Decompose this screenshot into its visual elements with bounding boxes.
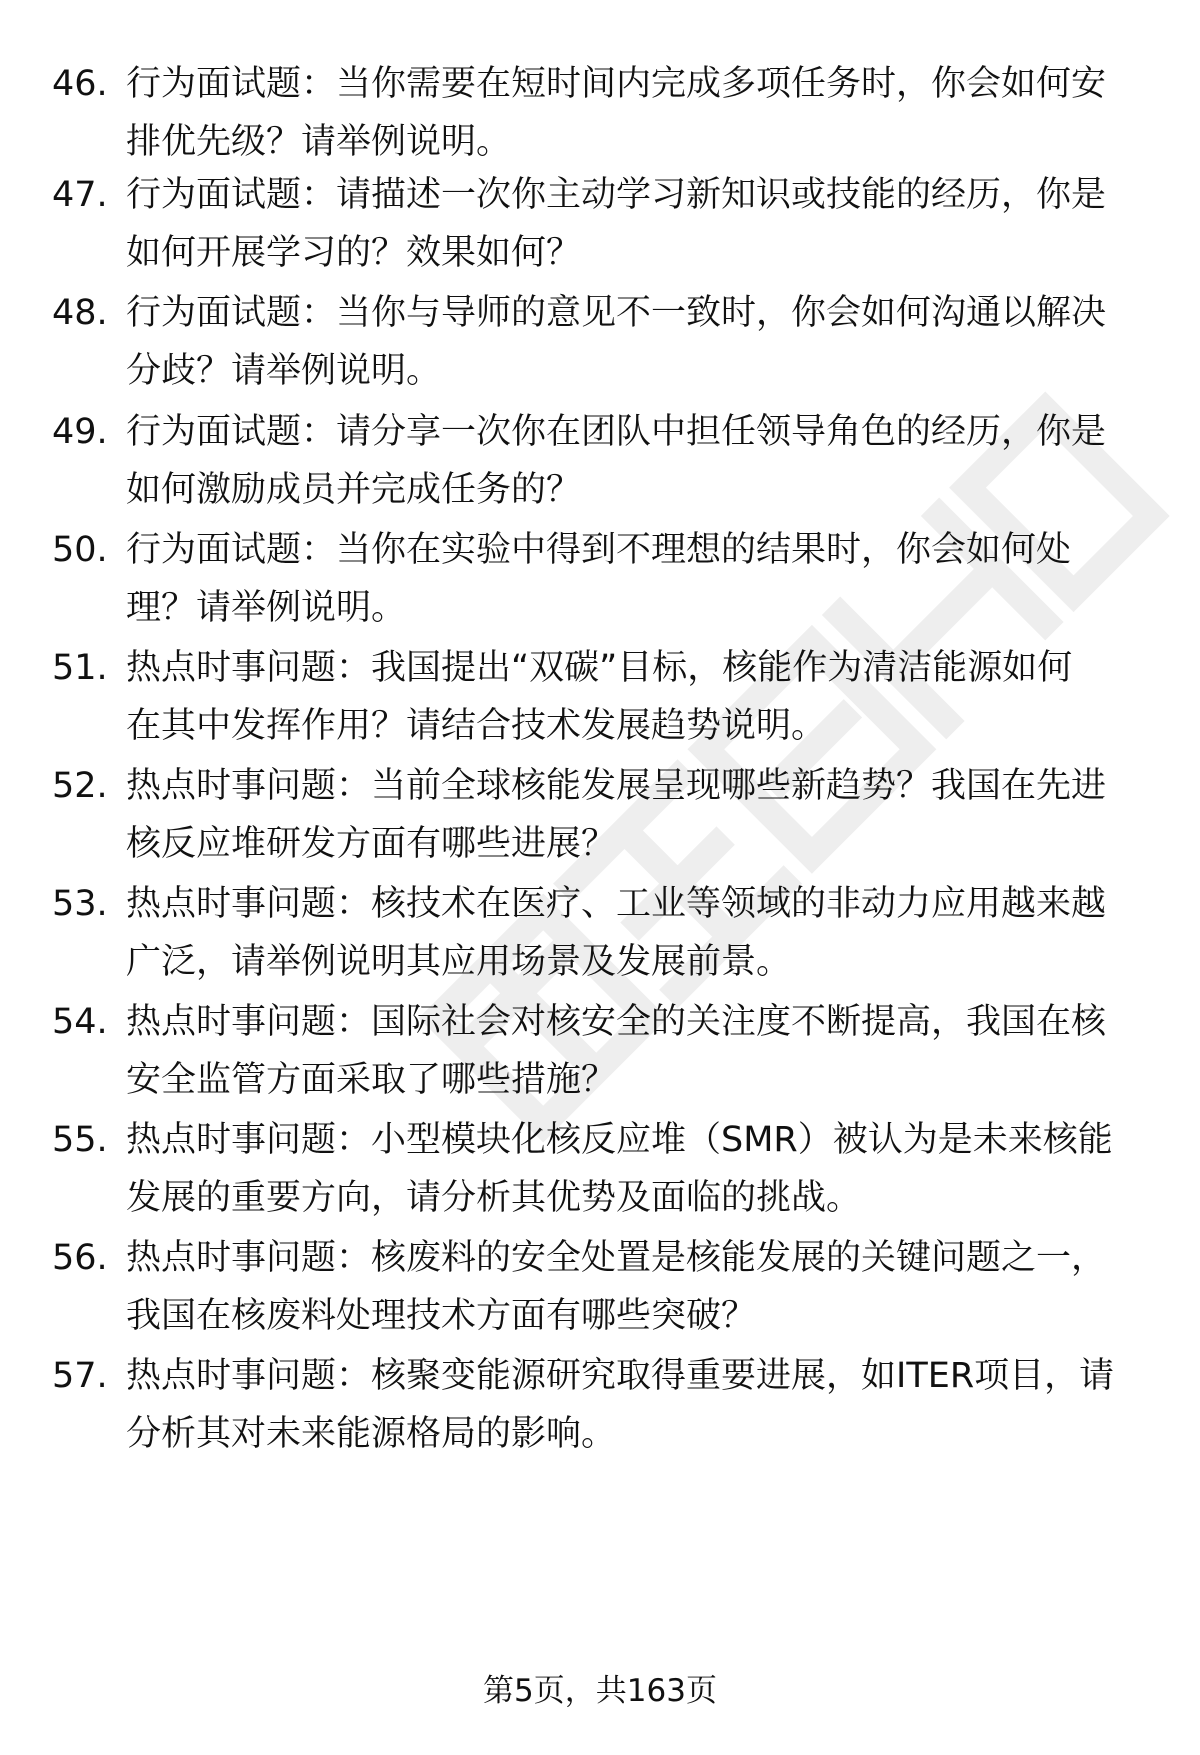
- item-text: [126, 284, 1156, 400]
- item-text: [126, 757, 1156, 873]
- list-item: [0, 1347, 1200, 1467]
- item-line: 如何开展学习的？效果如何？: [126, 233, 582, 273]
- item-line: 核反应堆研发方面有哪些进展？: [126, 824, 617, 864]
- item-line: 热点时事问题：小型模块化核反应堆（SMR）被认为是未来核能: [126, 1120, 1113, 1160]
- item-line: 热点时事问题：国际社会对核安全的关注度不断提高，我国在核: [126, 1002, 1107, 1042]
- item-line: 热点时事问题：当前全球核能发展呈现哪些新趋势？我国在先进: [126, 766, 1107, 806]
- item-number: 46.: [52, 64, 108, 104]
- list-item: [0, 757, 1200, 877]
- list-item: [0, 403, 1200, 523]
- list-item: [0, 639, 1200, 759]
- item-text: [126, 1229, 1156, 1345]
- item-text: [126, 55, 1156, 171]
- item-line: 行为面试题：请分享一次你在团队中担任领导角色的经历，你是: [126, 412, 1107, 452]
- item-line: 行为面试题：当你需要在短时间内完成多项任务时，你会如何安: [126, 64, 1107, 104]
- item-number: 54.: [52, 1002, 108, 1042]
- item-line: 行为面试题：当你在实验中得到不理想的结果时，你会如何处: [126, 530, 1072, 570]
- item-line: 排优先级？请举例说明。: [126, 122, 512, 162]
- item-text: [126, 403, 1156, 519]
- list-item: [0, 875, 1200, 995]
- item-line: 安全监管方面采取了哪些措施？: [126, 1060, 617, 1100]
- item-text: [126, 166, 1156, 282]
- item-line: 在其中发挥作用？请结合技术发展趋势说明。: [126, 706, 827, 746]
- item-number: 49.: [52, 412, 108, 452]
- item-line: 如何激励成员并完成任务的？: [126, 470, 582, 510]
- item-line: 我国在核废料处理技术方面有哪些突破？: [126, 1296, 757, 1336]
- item-line: 热点时事问题：核废料的安全处置是核能发展的关键问题之一，: [126, 1238, 1107, 1278]
- item-text: [126, 993, 1156, 1109]
- list-item: [0, 1229, 1200, 1349]
- item-number: 48.: [52, 293, 108, 333]
- list-item: [0, 521, 1200, 641]
- list-item: [0, 284, 1200, 404]
- item-line: 行为面试题：请描述一次你主动学习新知识或技能的经历，你是: [126, 175, 1107, 215]
- list-item: [0, 55, 1200, 175]
- item-number: 53.: [52, 884, 108, 924]
- item-text: [126, 521, 1156, 637]
- item-text: [126, 639, 1156, 755]
- item-text: [126, 1111, 1156, 1227]
- item-line: 理？请举例说明。: [126, 588, 407, 628]
- item-line: 行为面试题：当你与导师的意见不一致时，你会如何沟通以解决: [126, 293, 1107, 333]
- item-number: 51.: [52, 648, 108, 688]
- item-text: [126, 875, 1156, 991]
- item-line: 热点时事问题：核技术在医疗、工业等领域的非动力应用越来越: [126, 884, 1107, 924]
- item-line: 广泛，请举例说明其应用场景及发展前景。: [126, 942, 792, 982]
- list-item: [0, 166, 1200, 286]
- item-text: [126, 1347, 1156, 1463]
- list-item: [0, 1111, 1200, 1231]
- page-number: 第5页，共163页: [483, 1673, 717, 1709]
- item-number: 47.: [52, 175, 108, 215]
- item-line: 分歧？请举例说明。: [126, 351, 442, 391]
- item-line: 热点时事问题：核聚变能源研究取得重要进展，如ITER项目，请: [126, 1356, 1115, 1396]
- item-line: 分析其对未来能源格局的影响。: [126, 1414, 617, 1454]
- item-number: 52.: [52, 766, 108, 806]
- item-number: 50.: [52, 530, 108, 570]
- item-number: 56.: [52, 1238, 108, 1278]
- list-item: [0, 993, 1200, 1113]
- item-line: 热点时事问题：我国提出“双碳”目标，核能作为清洁能源如何: [126, 648, 1073, 688]
- item-number: 57.: [52, 1356, 108, 1396]
- item-number: 55.: [52, 1120, 108, 1160]
- item-line: 发展的重要方向，请分析其优势及面临的挑战。: [126, 1178, 862, 1218]
